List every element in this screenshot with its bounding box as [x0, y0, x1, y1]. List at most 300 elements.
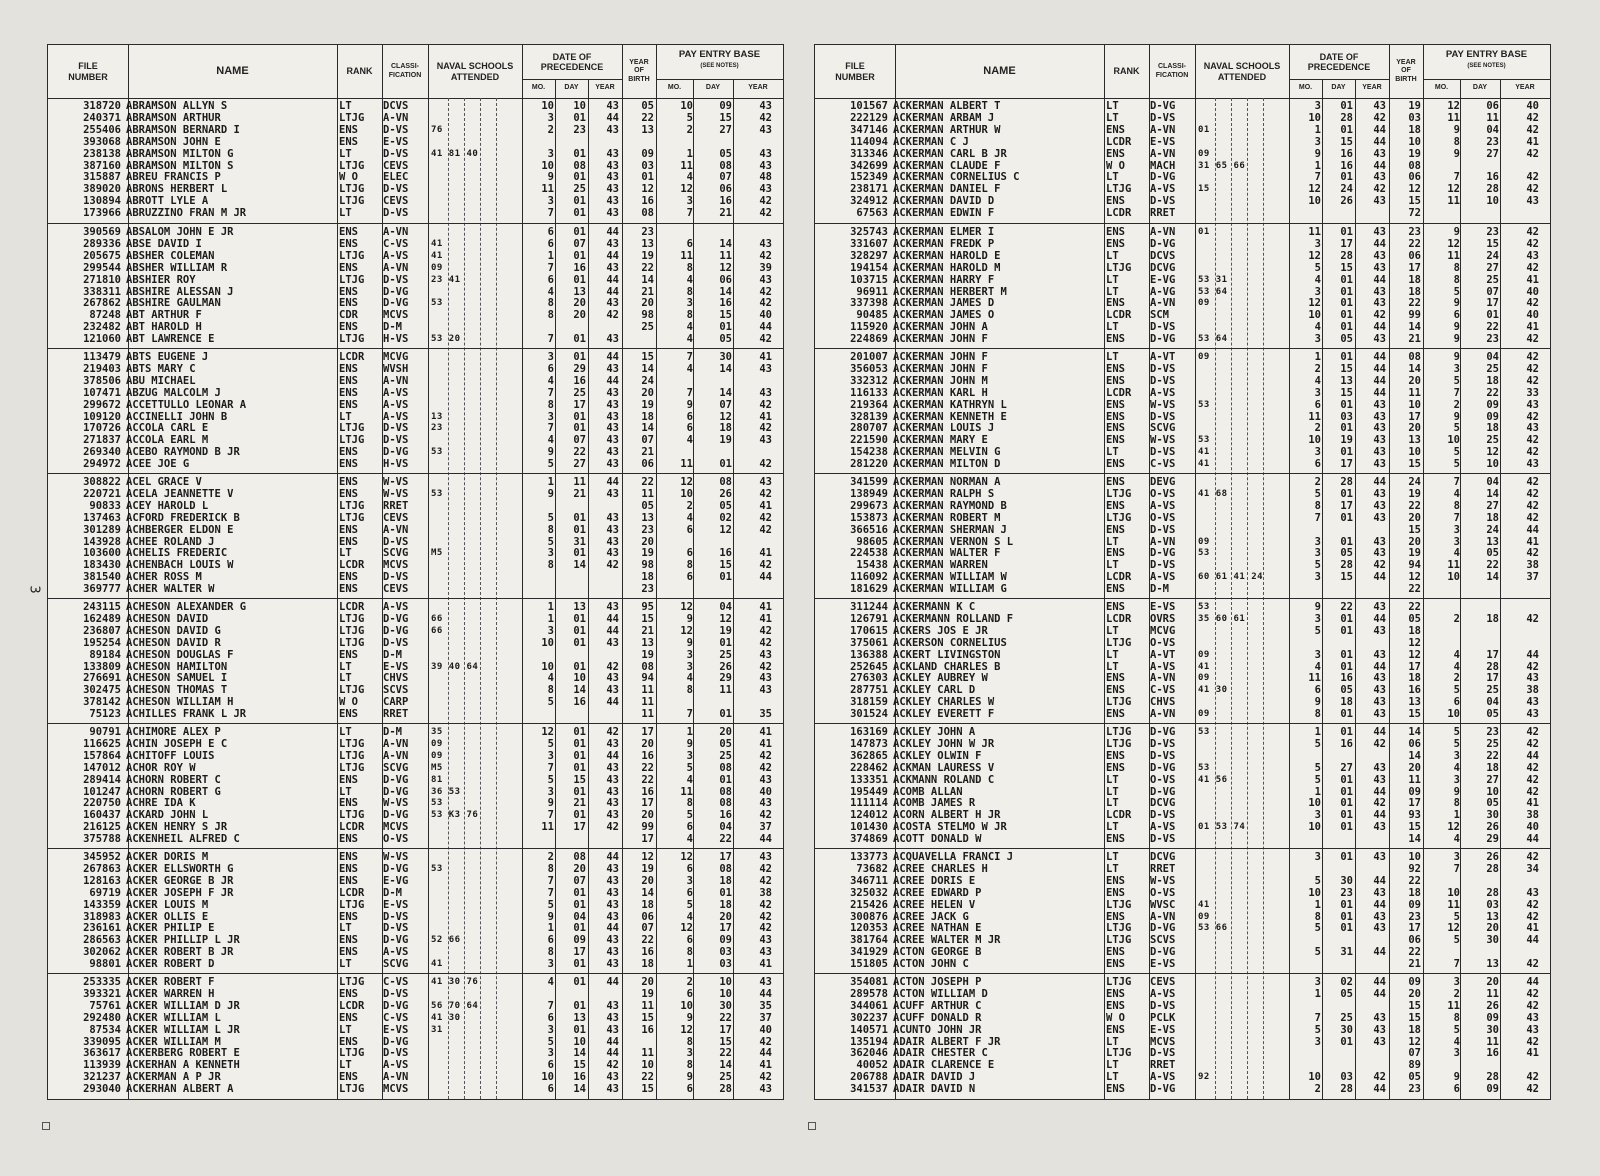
pay-month: 12: [680, 624, 693, 637]
birth-year: 22: [641, 934, 654, 947]
prec-month: 2: [1314, 1083, 1321, 1096]
classification: D-M: [1150, 583, 1169, 596]
rank: ENS: [1106, 946, 1125, 959]
pay-month: 12: [1447, 821, 1460, 834]
header-year-of-birth: YEAR OF BIRTH: [1395, 59, 1417, 83]
pay-year: 41: [759, 547, 772, 560]
prec-month: 3: [547, 785, 554, 798]
file-number: 133773: [850, 851, 888, 863]
naval-schools: 09: [1198, 709, 1210, 720]
pay-month: 8: [686, 1035, 693, 1048]
birth-year: 12: [641, 183, 654, 196]
pay-year: 42: [1526, 434, 1539, 447]
pay-year: 42: [759, 207, 772, 220]
prec-day: 16: [573, 261, 586, 274]
classification: A-VN: [383, 226, 409, 238]
name: ACKLEY JOHN A: [893, 726, 976, 738]
prec-day: 27: [1340, 761, 1353, 774]
prec-day: 09: [573, 934, 586, 947]
rank: LTJG: [339, 249, 365, 262]
record-group: [48, 473, 783, 599]
pay-day: 11: [719, 684, 732, 697]
header-see-notes: (SEE NOTES): [1467, 62, 1506, 69]
name: ABSHER COLEMAN: [126, 249, 215, 262]
birth-year: 20: [641, 535, 654, 548]
birth-year: 16: [641, 785, 654, 798]
birth-year: 03: [641, 159, 654, 172]
naval-schools: 09: [1198, 673, 1210, 684]
classification: D-VG: [383, 624, 409, 637]
name: ACOMB ALLAN: [893, 785, 963, 798]
pay-year: 43: [759, 183, 772, 196]
record-row: [815, 239, 1550, 250]
prec-year: 42: [606, 559, 619, 572]
prec-month: 6: [547, 1059, 554, 1072]
name: ACHESON SAMUEL I: [126, 672, 228, 685]
rank: LTJG: [339, 159, 365, 172]
name: ADAIR DAVID N: [893, 1083, 976, 1096]
prec-year: 43: [1373, 333, 1386, 346]
rank: LT: [1106, 1035, 1119, 1048]
name: ADAIR ALBERT F JR: [893, 1035, 1001, 1048]
pay-month: 9: [686, 1071, 693, 1084]
prec-year: 43: [1373, 458, 1386, 471]
prec-month: 3: [1314, 648, 1321, 661]
name: ACKER LOUIS M: [126, 898, 209, 911]
prec-year: 43: [1373, 1011, 1386, 1024]
pay-day: 09: [1486, 410, 1499, 423]
birth-year: 22: [641, 111, 654, 124]
naval-schools: 41: [431, 250, 443, 261]
name: ACKERMAN VERNON S L: [893, 535, 1014, 548]
rank: ENS: [339, 851, 358, 863]
pay-year: 43: [759, 159, 772, 172]
record-row: [815, 1060, 1550, 1071]
file-number: 318159: [850, 696, 888, 709]
record-row: [48, 912, 783, 923]
classification: MCVS: [383, 1083, 409, 1096]
birth-year: 12: [1408, 571, 1421, 584]
pay-year: 43: [759, 946, 772, 959]
prec-year: 43: [1373, 446, 1386, 459]
pay-month: 8: [1453, 1011, 1460, 1024]
name: ACKERMAN ARTHUR W: [893, 123, 1001, 136]
pay-month: 9: [1453, 226, 1460, 238]
record-row: [48, 1013, 783, 1024]
pay-year: 42: [759, 111, 772, 124]
prec-month: 11: [1308, 410, 1321, 423]
prec-year: 42: [1373, 737, 1386, 750]
pay-year: 43: [1526, 886, 1539, 899]
record-row: [48, 923, 783, 934]
prec-day: 01: [1340, 273, 1353, 286]
prec-year: 44: [606, 1035, 619, 1048]
file-number: 378142: [83, 696, 121, 709]
rank: ENS: [1106, 499, 1125, 512]
name: ACKERMAN MILTON D: [893, 458, 1001, 471]
file-number: 116625: [83, 737, 121, 750]
prec-day: 17: [573, 821, 586, 834]
prec-day: 01: [1340, 797, 1353, 810]
rank: LT: [339, 147, 352, 160]
pay-day: 19: [719, 624, 732, 637]
name: ACKER GEORGE B JR: [126, 874, 234, 887]
record-row: [48, 435, 783, 446]
prec-month: 4: [547, 374, 554, 387]
name: ABRONS HERBERT L: [126, 183, 228, 196]
prec-year: 43: [606, 773, 619, 786]
classification: D-VS: [383, 910, 409, 923]
prec-month: 11: [1308, 226, 1321, 238]
prec-year: 43: [1373, 100, 1386, 112]
rank: LCDR: [339, 821, 365, 834]
record-row: [48, 697, 783, 708]
pay-month: 9: [686, 612, 693, 625]
pay-year: 42: [1526, 237, 1539, 250]
pay-month: 9: [1453, 410, 1460, 423]
birth-year: 06: [1408, 171, 1421, 184]
birth-year: 03: [1408, 111, 1421, 124]
record-row: [815, 184, 1550, 195]
classification: E-VS: [383, 898, 409, 911]
classification: D-VS: [1150, 111, 1176, 124]
classification: D-VG: [383, 285, 409, 298]
pay-year: 42: [759, 910, 772, 923]
pay-day: 29: [719, 672, 732, 685]
pay-day: 17: [719, 1023, 732, 1036]
rank: LTJG: [1106, 922, 1132, 935]
file-number: 269340: [83, 446, 121, 459]
prec-day: 01: [1340, 708, 1353, 721]
prec-year: 43: [606, 422, 619, 435]
record-row: [815, 935, 1550, 946]
classification: A-VN: [1150, 708, 1176, 721]
pay-day: 05: [1486, 547, 1499, 560]
record-group: [815, 598, 1550, 724]
pay-year: 40: [1526, 285, 1539, 298]
file-number: 103600: [83, 547, 121, 560]
prec-year: 43: [606, 601, 619, 613]
record-row: [815, 208, 1550, 219]
file-number: 236161: [83, 922, 121, 935]
record-row: [815, 1048, 1550, 1059]
birth-year: 06: [641, 458, 654, 471]
pay-month: 5: [1453, 374, 1460, 387]
birth-year: 17: [1408, 261, 1421, 274]
prec-year: 44: [606, 922, 619, 935]
prec-month: 9: [547, 171, 554, 184]
file-number: 289414: [83, 773, 121, 786]
prec-month: 5: [1314, 761, 1321, 774]
pay-month: 5: [1453, 422, 1460, 435]
rank: LT: [1106, 785, 1119, 798]
prec-month: 3: [547, 958, 554, 971]
pay-year: 41: [1526, 535, 1539, 548]
rank: LTJG: [339, 761, 365, 774]
rank: LTJG: [1106, 511, 1132, 524]
classification: A-VS: [1150, 987, 1176, 1000]
record-row: [48, 352, 783, 363]
classification: E-VS: [383, 1023, 409, 1036]
pay-year: 43: [759, 851, 772, 863]
prec-year: 42: [1373, 183, 1386, 196]
pay-year: 42: [759, 398, 772, 411]
record-row: [815, 834, 1550, 845]
prec-month: 2: [547, 123, 554, 136]
name: ACKER OLLIS E: [126, 910, 209, 923]
prec-year: 44: [1373, 660, 1386, 673]
record-row: [815, 810, 1550, 821]
birth-year: 20: [641, 874, 654, 887]
naval-schools: 41: [1198, 661, 1210, 672]
pay-year: 44: [759, 1047, 772, 1060]
record-row: [48, 459, 783, 470]
pay-year: 42: [759, 660, 772, 673]
prec-day: 05: [1340, 987, 1353, 1000]
prec-month: 3: [1314, 446, 1321, 459]
file-number: 328297: [850, 249, 888, 262]
prec-month: 5: [547, 773, 554, 786]
name: ACREE EDWARD P: [893, 886, 982, 899]
classification: SCVG: [383, 958, 409, 971]
classification: D-VG: [1150, 237, 1176, 250]
rank: LTJG: [1106, 898, 1132, 911]
naval-schools: 39 40 64: [431, 661, 479, 672]
pay-year: 42: [759, 487, 772, 500]
naval-schools: 53 K3 76: [431, 810, 479, 821]
prec-day: 01: [573, 333, 586, 346]
birth-year: 22: [641, 773, 654, 786]
prec-year: 44: [1373, 123, 1386, 136]
record-group: [815, 723, 1550, 849]
prec-day: 16: [1340, 672, 1353, 685]
birth-year: 11: [641, 999, 654, 1012]
record-row: [48, 251, 783, 262]
pay-month: 4: [686, 833, 693, 846]
rank: LCDR: [1106, 135, 1132, 148]
birth-year: 99: [1408, 309, 1421, 322]
record-row: [48, 560, 783, 571]
prec-month: 3: [1314, 976, 1321, 988]
file-number: 390569: [83, 226, 121, 238]
prec-day: 01: [573, 636, 586, 649]
rank: ENS: [1106, 601, 1125, 613]
rank: LTJG: [339, 1047, 365, 1060]
prec-day: 01: [1340, 285, 1353, 298]
file-number: 170726: [83, 422, 121, 435]
prec-year: 43: [606, 398, 619, 411]
file-number: 103715: [850, 273, 888, 286]
birth-year: 11: [641, 696, 654, 709]
pay-day: 08: [719, 785, 732, 798]
rank: ENS: [1106, 297, 1125, 310]
classification: D-VS: [1150, 1047, 1176, 1060]
naval-schools: 76: [431, 124, 443, 135]
pay-day: 04: [1486, 696, 1499, 709]
pay-month: 4: [1453, 833, 1460, 846]
record-row: [48, 137, 783, 148]
prec-day: 13: [1340, 374, 1353, 387]
name: ACKERMAN HERBERT M: [893, 285, 1007, 298]
file-number: 128163: [83, 874, 121, 887]
classification: H-VS: [383, 458, 409, 471]
rank: LT: [1106, 535, 1119, 548]
prec-month: 3: [1314, 386, 1321, 399]
name: ACEE JOE G: [126, 458, 190, 471]
prec-year: 43: [1373, 821, 1386, 834]
file-number: 140571: [850, 1023, 888, 1036]
prec-day: 01: [1340, 321, 1353, 334]
classification: H-VS: [383, 333, 409, 346]
prec-month: 10: [1308, 797, 1321, 810]
birth-year: 11: [1408, 773, 1421, 786]
prec-day: 01: [573, 958, 586, 971]
prec-month: 7: [1314, 171, 1321, 184]
rank: ENS: [339, 708, 358, 721]
birth-year: 15: [1408, 999, 1421, 1012]
pay-month: 6: [686, 886, 693, 899]
classification: E-VG: [1150, 273, 1176, 286]
record-row: [48, 208, 783, 219]
name: ACUNTO JOHN JR: [893, 1023, 982, 1036]
pay-day: 22: [719, 1011, 732, 1024]
pay-year: 43: [1526, 398, 1539, 411]
prec-day: 28: [1340, 476, 1353, 488]
rank: LTJG: [339, 976, 365, 988]
pay-month: 12: [680, 1023, 693, 1036]
rank: LCDR: [1106, 571, 1132, 584]
pay-day: 05: [719, 333, 732, 346]
pay-month: 4: [686, 321, 693, 334]
classification: CEVS: [1150, 976, 1176, 988]
pay-day: 09: [1486, 398, 1499, 411]
classification: O-VS: [1150, 636, 1176, 649]
classification: PCLK: [1150, 1011, 1176, 1024]
name: ACEY HAROLD L: [126, 499, 209, 512]
birth-year: 17: [1408, 797, 1421, 810]
classification: CEVS: [383, 159, 409, 172]
pay-month: 3: [1453, 851, 1460, 863]
prec-year: 43: [606, 946, 619, 959]
classification: ELEC: [383, 171, 409, 184]
record-group: [48, 223, 783, 349]
birth-year: 16: [1408, 684, 1421, 697]
rank: LT: [1106, 821, 1119, 834]
name: ABRAMSON JOHN E: [126, 135, 221, 148]
rank: ENS: [1106, 1083, 1125, 1096]
header-name: NAME: [983, 65, 1016, 78]
header-rule: [1289, 79, 1389, 80]
pay-year: 42: [759, 559, 772, 572]
name: ACOSTA STELMO W JR: [893, 821, 1007, 834]
pay-year: 42: [759, 761, 772, 774]
pay-year: 43: [759, 648, 772, 661]
file-number: 90791: [89, 726, 121, 738]
pay-month: 1: [686, 726, 693, 738]
name: ACKERMAN HARRY F: [893, 273, 995, 286]
file-number: 252645: [850, 660, 888, 673]
pay-month: 5: [686, 111, 693, 124]
prec-day: 01: [573, 207, 586, 220]
naval-schools: 66: [431, 613, 443, 624]
prec-day: 01: [1340, 123, 1353, 136]
rank: LT: [1106, 648, 1119, 661]
name: ACKERMAN CARL B JR: [893, 147, 1007, 160]
prec-month: 10: [541, 100, 554, 112]
prec-year: 44: [606, 273, 619, 286]
prec-day: 01: [573, 249, 586, 262]
classification: A-VN: [1150, 672, 1176, 685]
prec-year: 43: [606, 1011, 619, 1024]
prec-day: 16: [1340, 147, 1353, 160]
record-row: [815, 423, 1550, 434]
birth-year: 14: [641, 362, 654, 375]
prec-day: 17: [1340, 237, 1353, 250]
pay-year: 44: [759, 321, 772, 334]
birth-year: 14: [641, 422, 654, 435]
file-number: 152349: [850, 171, 888, 184]
name: ACKER JOSEPH F JR: [126, 886, 234, 899]
classification: D-VG: [383, 785, 409, 798]
naval-schools: 41 30: [1198, 685, 1228, 696]
prec-day: 10: [573, 672, 586, 685]
name: ACQUAVELLA FRANCI J: [893, 851, 1014, 863]
naval-schools: 41: [1198, 899, 1210, 910]
prec-month: 7: [547, 761, 554, 774]
pay-day: 08: [719, 862, 732, 875]
prec-month: 5: [1314, 559, 1321, 572]
classification: A-VS: [383, 410, 409, 423]
classification: D-VS: [383, 535, 409, 548]
file-number: 315887: [83, 171, 121, 184]
prec-month: 1: [1314, 159, 1321, 172]
pay-year: 42: [759, 862, 772, 875]
classification: W-VS: [383, 487, 409, 500]
prec-month: 6: [1314, 458, 1321, 471]
prec-day: 17: [573, 398, 586, 411]
rank: W O: [339, 171, 358, 184]
pay-year: 43: [759, 976, 772, 988]
prec-day: 23: [1340, 886, 1353, 899]
name: ACKERMAN CORNELIUS C: [893, 171, 1020, 184]
file-number: 236807: [83, 624, 121, 637]
pay-day: 18: [719, 898, 732, 911]
name: ACHITOFF LOUIS: [126, 749, 215, 762]
record-row: [48, 310, 783, 321]
birth-year: 13: [641, 237, 654, 250]
pay-month: 6: [686, 410, 693, 423]
rank: ENS: [339, 226, 358, 238]
pay-year: 43: [1526, 195, 1539, 208]
naval-schools: 09: [1198, 148, 1210, 159]
birth-year: 15: [1408, 195, 1421, 208]
rank: LTJG: [339, 333, 365, 346]
classification: W-VS: [383, 851, 409, 863]
prec-year: 43: [1373, 398, 1386, 411]
record-row: [815, 149, 1550, 160]
file-number: 276303: [850, 672, 888, 685]
record-row: [48, 685, 783, 696]
pay-month: 9: [686, 398, 693, 411]
right-register-page: [814, 44, 1551, 1100]
name: ACCETTULLO LEONAR A: [126, 398, 247, 411]
classification: E-VS: [1150, 958, 1176, 971]
prec-year: 42: [1373, 309, 1386, 322]
name: ABSHIER ROY: [126, 273, 196, 286]
record-row: [48, 501, 783, 512]
record-row: [48, 298, 783, 309]
header-date-of-precedence: DATE OF PRECEDENCE: [1307, 51, 1371, 72]
